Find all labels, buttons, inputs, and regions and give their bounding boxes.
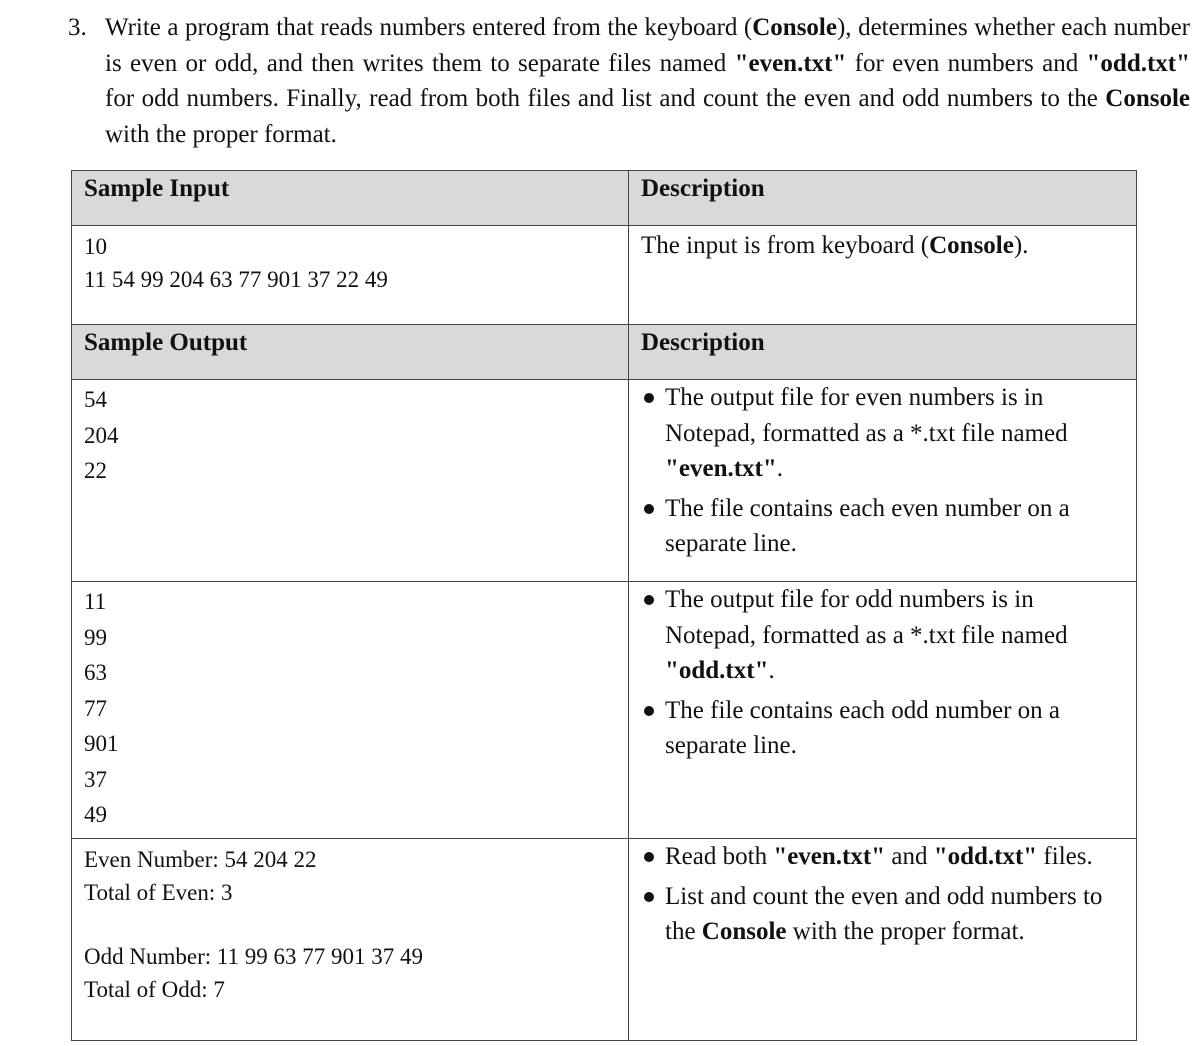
bullet-item: The file contains each even number on a separate line.: [641, 491, 1124, 562]
list-item: 11: [84, 589, 107, 614]
list-item: 37: [84, 766, 107, 792]
list-item: 99: [84, 624, 107, 650]
input-description-cell: The input is from keyboard (Console).: [629, 226, 1137, 325]
odd-file-row: [72, 582, 1137, 839]
output-header-row: [72, 325, 1137, 380]
odd-number-line: Odd Number: 11 99 63 77 901 37 49: [84, 944, 424, 969]
list-item: 22: [84, 458, 107, 483]
input-row: [72, 226, 1137, 325]
even-description-cell: [629, 380, 1137, 582]
console-output-row: [72, 839, 1137, 1041]
input-line: 11 54 99 204 63 77 901 37 22 49: [84, 267, 388, 292]
console-output-cell: [72, 839, 629, 1041]
even-output-cell: [72, 380, 629, 582]
bullet-item: Read both "even.txt" and "odd.txt" files.: [641, 839, 1124, 875]
list-item: 901: [84, 731, 119, 756]
spec-table: [71, 170, 1137, 1041]
description-heading: Description: [629, 171, 1137, 226]
list-item: 49: [84, 802, 107, 827]
bullet-item: The output file for even numbers is in Notepad, formatted as a *.txt file named "even.txt".: [641, 380, 1124, 487]
question-number: 3.: [68, 14, 87, 41]
bullet-item: The output file for odd numbers is in Notepad, formatted as a *.txt file named "odd.txt".: [641, 582, 1124, 689]
sample-input-heading: Sample Input: [72, 171, 629, 226]
odd-total-line: Total of Odd: 7: [84, 977, 225, 1002]
console-description-cell: [629, 839, 1137, 1041]
list-item: 204: [84, 422, 119, 448]
even-number-line: Even Number: 54 204 22: [84, 847, 317, 872]
question-block: [68, 10, 1190, 152]
even-file-row: [72, 380, 1137, 582]
sample-input-cell: [72, 226, 629, 325]
question-text: Write a program that reads numbers entered from the keyboard (Console), determines whether each number is even or odd, and then writes them to separate files named "even.txt" for even numbers and "odd.txt" for odd numbers. Finally, read from both files and list and count the even and odd numbers to the Console with the proper format.: [105, 14, 1190, 148]
bullet-item: List and count the even and odd numbers to the Console with the proper format.: [641, 879, 1124, 950]
input-header-row: [72, 171, 1137, 226]
even-total-line: Total of Even: 3: [84, 880, 233, 905]
list-item: 77: [84, 695, 107, 721]
input-line: 10: [84, 234, 107, 259]
bullet-item: The file contains each odd number on a separate line.: [641, 693, 1124, 764]
sample-output-heading: Sample Output: [72, 325, 629, 380]
odd-description-cell: [629, 582, 1137, 839]
list-item: 54: [84, 387, 107, 412]
odd-output-cell: [72, 582, 629, 839]
list-item: 63: [84, 660, 107, 685]
description-heading: Description: [629, 325, 1137, 380]
